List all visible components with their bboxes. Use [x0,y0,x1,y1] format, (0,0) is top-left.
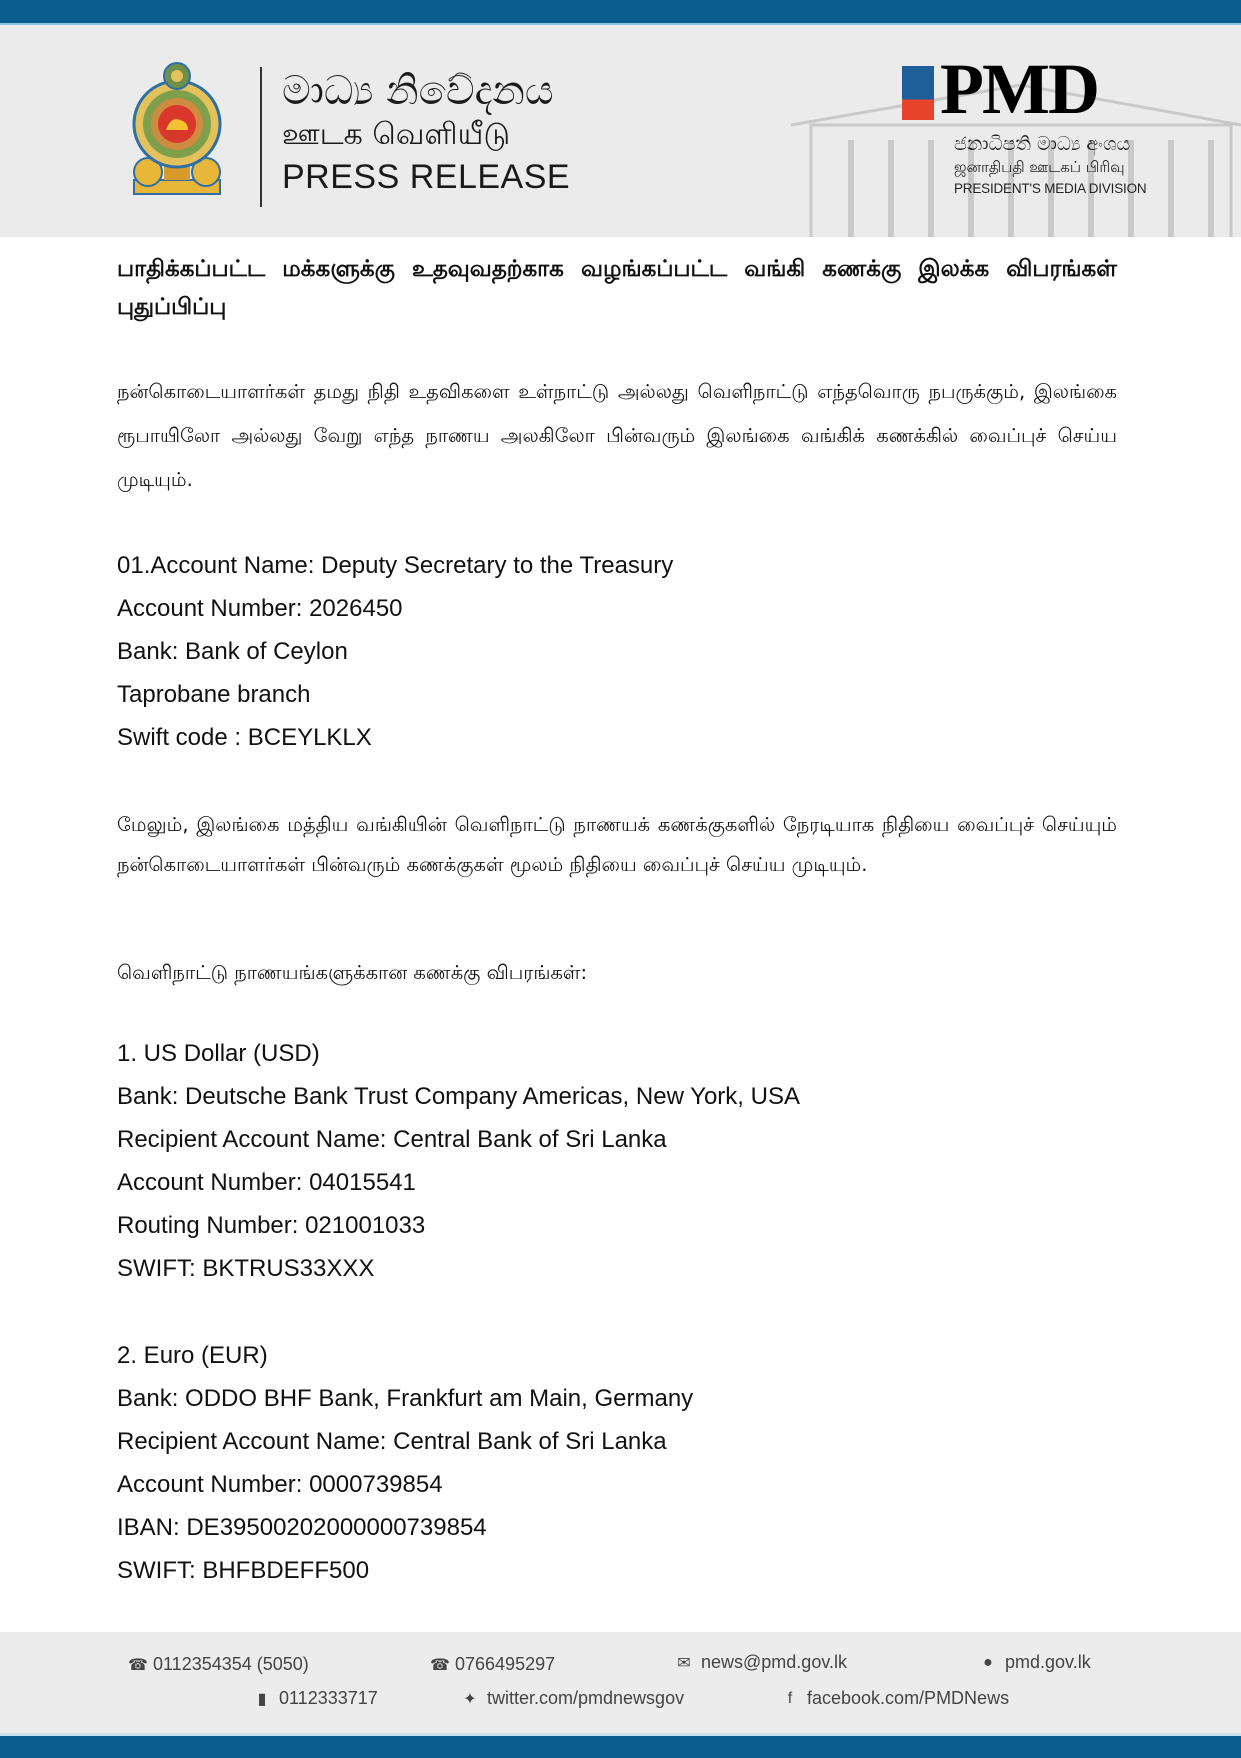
eur-account-number: Account Number: 0000739854 [117,1471,443,1498]
local-account-name: 01.Account Name: Deputy Secretary to the Treasury [117,552,674,579]
usd-account-number: Account Number: 04015541 [117,1169,416,1196]
contact-footer [0,1632,1241,1737]
local-account-details [117,544,1117,759]
phone-2-text: 0766495297 [455,1654,556,1674]
letterhead [0,25,1241,237]
facebook-icon: f [787,1689,793,1707]
pmd-logo-text: PMD [940,49,1098,129]
foreign-accounts-heading: வெளிநாட்டு நாணயங்களுக்கான கணக்கு விபரங்கள்: [117,961,588,984]
usd-swift: SWIFT: BKTRUS33XXX [117,1255,375,1282]
twitter-text: twitter.com/pmdnewsgov [487,1688,685,1708]
footer-facebook[interactable] [782,1688,1009,1709]
eur-bank: Bank: ODDO BHF Bank, Frankfurt am Main, Germany [117,1385,694,1412]
title-sinhala: මාධ්‍ය නිවේදනය [282,68,554,114]
footer-fax[interactable] [254,1688,378,1709]
local-account-number: Account Number: 2026450 [117,595,403,622]
fax-icon: ▮ [257,1690,267,1708]
top-color-bar [0,0,1241,25]
website-text: pmd.gov.lk [1005,1652,1091,1672]
footer-twitter[interactable] [462,1688,684,1709]
local-branch: Taprobane branch [117,681,311,708]
pmd-name-sinhala: ජනාධිපති මාධ්‍ය අංශය [954,133,1131,155]
local-bank: Bank: Bank of Ceylon [117,638,348,665]
footer-email[interactable] [676,1652,847,1673]
phone-1-text: 0112354354 (5050) [153,1654,309,1674]
pmd-logo-mark-icon [902,66,934,120]
footer-website[interactable] [980,1652,1091,1673]
sri-lanka-emblem-icon [128,60,226,198]
press-release-body [117,250,1117,1584]
pmd-name-tamil: ஜனாதிபதி ஊடகப் பிரிவு [954,158,1125,176]
intro-paragraph: நன்கொடையாளர்கள் தமது நிதி உதவிகளை உள்நாட்டு அல்லது வெளிநாட்டு எந்தவொரு நபருக்கும், இலங்கை ரூபாயிலோ அல்லது வேறு எந்த நாணய அலகிலோ பின்வரும் இலங்கை வங்கிக் கணக்கில் வைப்புச் செய்ய முடியும். [117,380,1117,491]
pmd-name-english: PRESIDENT'S MEDIA DIVISION [954,181,1147,196]
email-icon: ✉ [677,1654,691,1672]
twitter-icon: ✦ [463,1690,477,1708]
usd-bank: Bank: Deutsche Bank Trust Company Americas, New York, USA [117,1083,800,1110]
eur-iban: IBAN: DE39500202000000739854 [117,1514,487,1541]
phone-icon: ☎ [128,1656,148,1674]
title-english: PRESS RELEASE [282,158,571,196]
local-swift: Swift code : BCEYLKLX [117,724,372,751]
usd-account-details [117,1032,1117,1290]
footer-phone-1[interactable] [128,1654,309,1675]
footer-phone-2[interactable] [430,1654,555,1675]
eur-recipient: Recipient Account Name: Central Bank of Sri Lanka [117,1428,667,1455]
usd-routing-number: Routing Number: 021001033 [117,1212,426,1239]
eur-swift: SWIFT: BHFBDEFF500 [117,1557,370,1584]
globe-icon: ● [983,1653,993,1671]
usd-currency: 1. US Dollar (USD) [117,1040,320,1067]
fax-text: 0112333717 [279,1688,378,1708]
phone-icon: ☎ [430,1656,450,1674]
title-tamil: ஊடக வெளியீடு [282,117,511,152]
eur-currency: 2. Euro (EUR) [117,1342,268,1369]
headline: பாதிக்கப்பட்ட மக்களுக்கு உதவுவதற்காக வழங்கப்பட்ட வங்கி கணக்கு இலக்க விபரங்கள் புதுப்பிப்பு [117,256,1117,320]
eur-account-details [117,1334,1117,1592]
usd-recipient: Recipient Account Name: Central Bank of Sri Lanka [117,1126,667,1153]
email-text: news@pmd.gov.lk [701,1652,847,1672]
header-divider [260,67,262,207]
facebook-text: facebook.com/PMDNews [807,1688,1010,1708]
press-release-title [282,67,570,199]
bottom-color-bar [0,1733,1241,1758]
second-paragraph: மேலும், இலங்கை மத்திய வங்கியின் வெளிநாட்டு நாணயக் கணக்குகளில் நேரடியாக நிதியை வைப்புச் செய்யும் நன்கொடையாளர்கள் பின்வரும் கணக்குகள் மூலம் நிதியை வைப்புச் செய்ய முடியும். [117,813,1117,876]
